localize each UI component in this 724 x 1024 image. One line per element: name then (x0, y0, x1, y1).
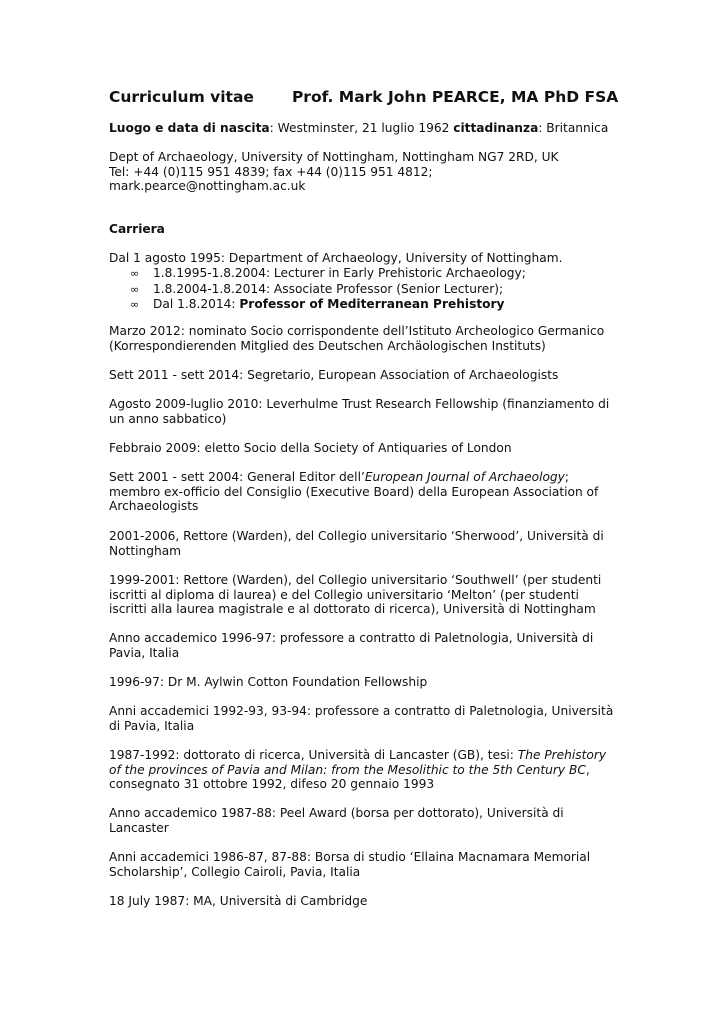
thesis-title: The Prehistory of the provinces of Pavia and Milan: from the Mesolithic to the 5th Century BC (109, 748, 607, 777)
birth-value: : Westminster, 21 luglio 1962 (269, 121, 454, 135)
citizenship-label: cittadinanza (453, 121, 539, 135)
person-name: Prof. Mark John PEARCE, MA PhD FSA (291, 88, 619, 106)
career-entry: Sett 2011 - sett 2014: Segretario, European Association of Archaeologists (109, 368, 559, 382)
career-intro: Dal 1 agosto 1995: Department of Archaeology, University of Nottingham. (109, 251, 563, 265)
cv-label: Curriculum vitae (109, 88, 254, 106)
infinity-bullet-icon: ∞ (130, 282, 140, 296)
email: mark.pearce@nottingham.ac.uk (109, 179, 306, 194)
career-heading: Carriera (109, 222, 165, 236)
journal-title: European Journal of Archaeology (364, 470, 565, 484)
birth-label: Luogo e data di nascita (109, 121, 270, 135)
career-entry: Anni accademici 1992-93, 93-94: professore a contratto di Paletnologia, Università di Pavia, Italia (109, 704, 614, 733)
career-entry: Anni accademici 1986-87, 87-88: Borsa di studio ‘Ellaina Macnamara Memorial Scholarship’, Collegio Cairoli, Pavia, Italia (109, 850, 591, 879)
career-entry-editor: Sett 2001 - sett 2004: General Editor dell’European Journal of Archaeology; membro ex-officio del Consiglio (Executive Board) della European Association of Archaeologists (109, 470, 599, 514)
career-bullet-list (130, 266, 526, 313)
list-item: ∞ 1.8.1995-1.8.2004: Lecturer in Early Prehistoric Archaeology; (130, 266, 526, 280)
career-entry: 18 July 1987: MA, Università di Cambridge (109, 894, 368, 908)
career-entry: Marzo 2012: nominato Socio corrispondente dell’Istituto Archeologico Germanico (Korrespondierenden Mitglied des Deutschen Archäologischen Instituts) (109, 324, 605, 353)
career-entry: 1996-97: Dr M. Aylwin Cotton Foundation Fellowship (109, 675, 428, 689)
list-item: ∞ Dal 1.8.2014: Professor of Mediterranean Prehistory (130, 297, 505, 312)
career-entry: Febbraio 2009: eletto Socio della Society of Antiquaries of London (109, 441, 512, 455)
citizenship-value: : Britannica (538, 121, 609, 135)
career-entry: Agosto 2009-luglio 2010: Leverhulme Trust Research Fellowship (finanziamento di un anno sabbatico) (109, 397, 610, 426)
document-title (109, 88, 618, 106)
career-entry: 2001-2006, Rettore (Warden), del Collegio universitario ‘Sherwood’, Università di Nottingham (109, 529, 604, 558)
infinity-bullet-icon: ∞ (130, 267, 140, 280)
address: Dept of Archaeology, University of Nottingham, Nottingham NG7 2RD, UK (109, 150, 559, 164)
phone-fax: Tel: +44 (0)115 951 4839; fax +44 (0)115 951 4812; (109, 164, 433, 179)
career-entry: Anno accademico 1996-97: professore a contratto di Paletnologia, Università di Pavia, Italia (109, 631, 594, 660)
career-entry-phd: 1987-1992: dottorato di ricerca, Università di Lancaster (GB), tesi: The Prehistory of the provinces of Pavia and Milan: from the Mesolithic to the 5th Century BC, consegnato 31 ottobre 1992, difeso 20 gennaio 1993 (109, 748, 607, 792)
professorship-title: Professor of Mediterranean Prehistory (239, 297, 505, 312)
contact-block (109, 150, 619, 194)
career-entry: 1999-2001: Rettore (Warden), del Collegio universitario ‘Southwell’ (per studenti iscritti al diploma di laurea) e del Collegio universitario ‘Melton’ (per studenti iscritti alla laurea magistrale e al dottorato di ricerca), Università di Nottingham (109, 573, 602, 617)
list-item: ∞ 1.8.2004-1.8.2014: Associate Professor (Senior Lecturer); (130, 281, 504, 296)
career-entry: Anno accademico 1987-88: Peel Award (borsa per dottorato), Università di Lancaster (109, 806, 564, 835)
personal-info (109, 121, 619, 136)
infinity-bullet-icon: ∞ (130, 298, 140, 312)
